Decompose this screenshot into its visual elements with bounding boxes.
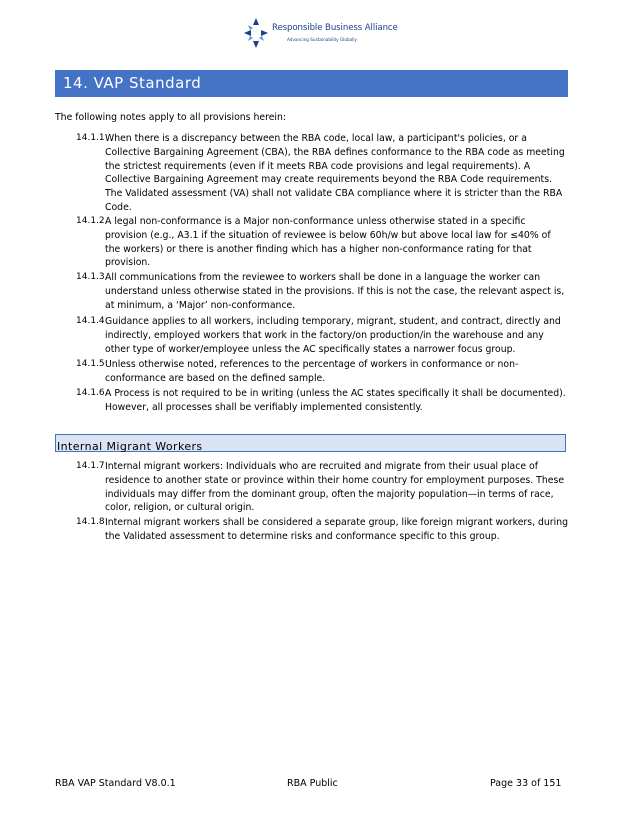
note-number: 14.1.4 <box>76 316 105 326</box>
subsection-heading-banner <box>55 434 566 452</box>
note-number: 14.1.1 <box>76 133 105 143</box>
note-number: 14.1.2 <box>76 216 105 226</box>
note-text: Internal migrant workers shall be considered a separate group, like foreign migrant workers, during the Validated assessment to determine risks and conformance specific to this group. <box>105 517 569 542</box>
section-heading-banner <box>55 70 568 97</box>
section-title: 14. VAP Standard <box>63 74 202 92</box>
logo-tagline: Advancing Sustainability Globally <box>287 37 357 42</box>
intro-text: The following notes apply to all provisions herein: <box>55 112 287 123</box>
note-number: 14.1.8 <box>76 517 105 527</box>
note-text: Unless otherwise noted, references to the percentage of workers in conformance or non-conformance are based on the defined sample. <box>105 359 519 384</box>
note-number: 14.1.3 <box>76 272 105 282</box>
footer-document-title: RBA VAP Standard V8.0.1 <box>55 778 176 789</box>
footer-classification: RBA Public <box>287 778 338 789</box>
note-number: 14.1.6 <box>76 388 105 398</box>
note-text: Internal migrant workers: Individuals who are recruited and migrate from their usual place of residence to another state or province within their home country for employment purposes. These individuals may differ from the dominant group, often the majority population—in terms of race, color, religion, or cultural origin. <box>105 461 565 514</box>
note-number: 14.1.5 <box>76 359 105 369</box>
logo-name: Responsible Business Alliance <box>272 23 398 33</box>
subsection-title: Internal Migrant Workers <box>57 440 203 453</box>
rba-compass-icon <box>242 16 270 50</box>
rba-logo <box>242 16 398 50</box>
note-text: Guidance applies to all workers, including temporary, migrant, student, and contract, directly and indirectly, employed workers that work in the factory/on production/in the warehouse and any other type of worker/employee unless the AC specifically states a narrower focus group. <box>105 316 561 355</box>
note-text: All communications from the reviewee to workers shall be done in a language the worker can understand unless otherwise stated in the provisions. If this is not the case, the relevant aspect is, at minimum, a ‘Major’ non-conformance. <box>105 272 565 311</box>
note-text: A legal non-conformance is a Major non-conformance unless otherwise stated in a specific provision (e.g., A3.1 if the situation of reviewee is below 60h/w but above local law for ≤40% of the workers) or there is another finding which has a higher non-conformance rating for that provision. <box>105 216 551 269</box>
note-text: When there is a discrepancy between the RBA code, local law, a participant's policies, or a Collective Bargaining Agreement (CBA), the RBA defines conformance to the RBA code as meeting the strictest requirements (even if it meets RBA code provisions and legal requirements). A Collective Bargaining Agreement may create requirements beyond the RBA Code requirements. The Validated assessment (VA) shall not validate CBA compliance where it is stricter than the RBA Code. <box>105 133 565 213</box>
note-number: 14.1.7 <box>76 461 105 471</box>
note-text: A Process is not required to be in writing (unless the AC states specifically it shall be documented). However, all processes shall be verifiably implemented consistently. <box>105 388 566 413</box>
footer-page-number: Page 33 of 151 <box>490 778 562 789</box>
